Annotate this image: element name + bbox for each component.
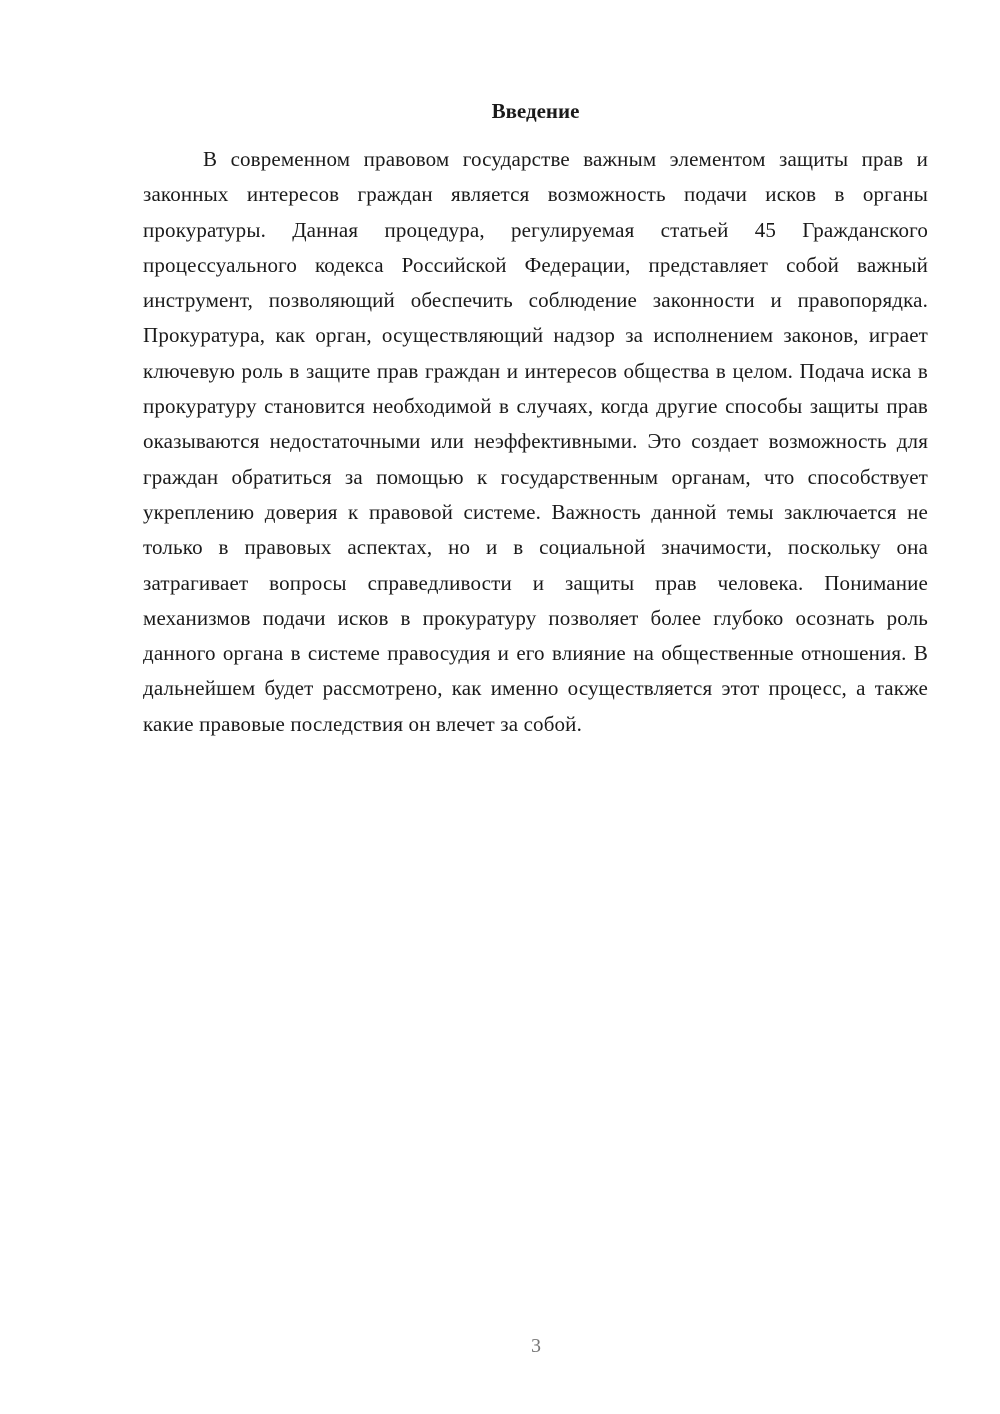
section-heading: Введение [491, 99, 580, 123]
page-number: 3 [531, 1335, 541, 1357]
introduction-paragraph: В современном правовом государстве важным элементом защиты прав и законных интересов граждан является возможность подачи исков в органы прокуратуры. Данная процедура, регулируемая статьей 45 Гражданского процессуального кодекса Российской Федерации, представляет собой важный инструмент, позволяющий обеспечить соблюдение законности и правопорядка. Прокуратура, как орган, осуществляющий надзор за исполнением законов, играет ключевую роль в защите прав граждан и интересов общества в целом. Подача иска в прокуратуру становится необходимой в случаях, когда другие способы защиты прав оказываются недостаточными или неэффективными. Это создает возможность для граждан обратиться за помощью к государственным органам, что способствует укреплению доверия к правовой системе. Важность данной темы заключается не только в правовых аспектах, но и в социальной значимости, поскольку она затрагивает вопросы справедливости и защиты прав человека. Понимание механизмов подачи исков в прокуратуру позволяет более глубоко осознать роль данного органа в системе правосудия и его влияние на общественные отношения. В дальнейшем будет рассмотрено, как именно осуществляется этот процесс, а также какие правовые последствия он влечет за собой. [143, 147, 928, 736]
